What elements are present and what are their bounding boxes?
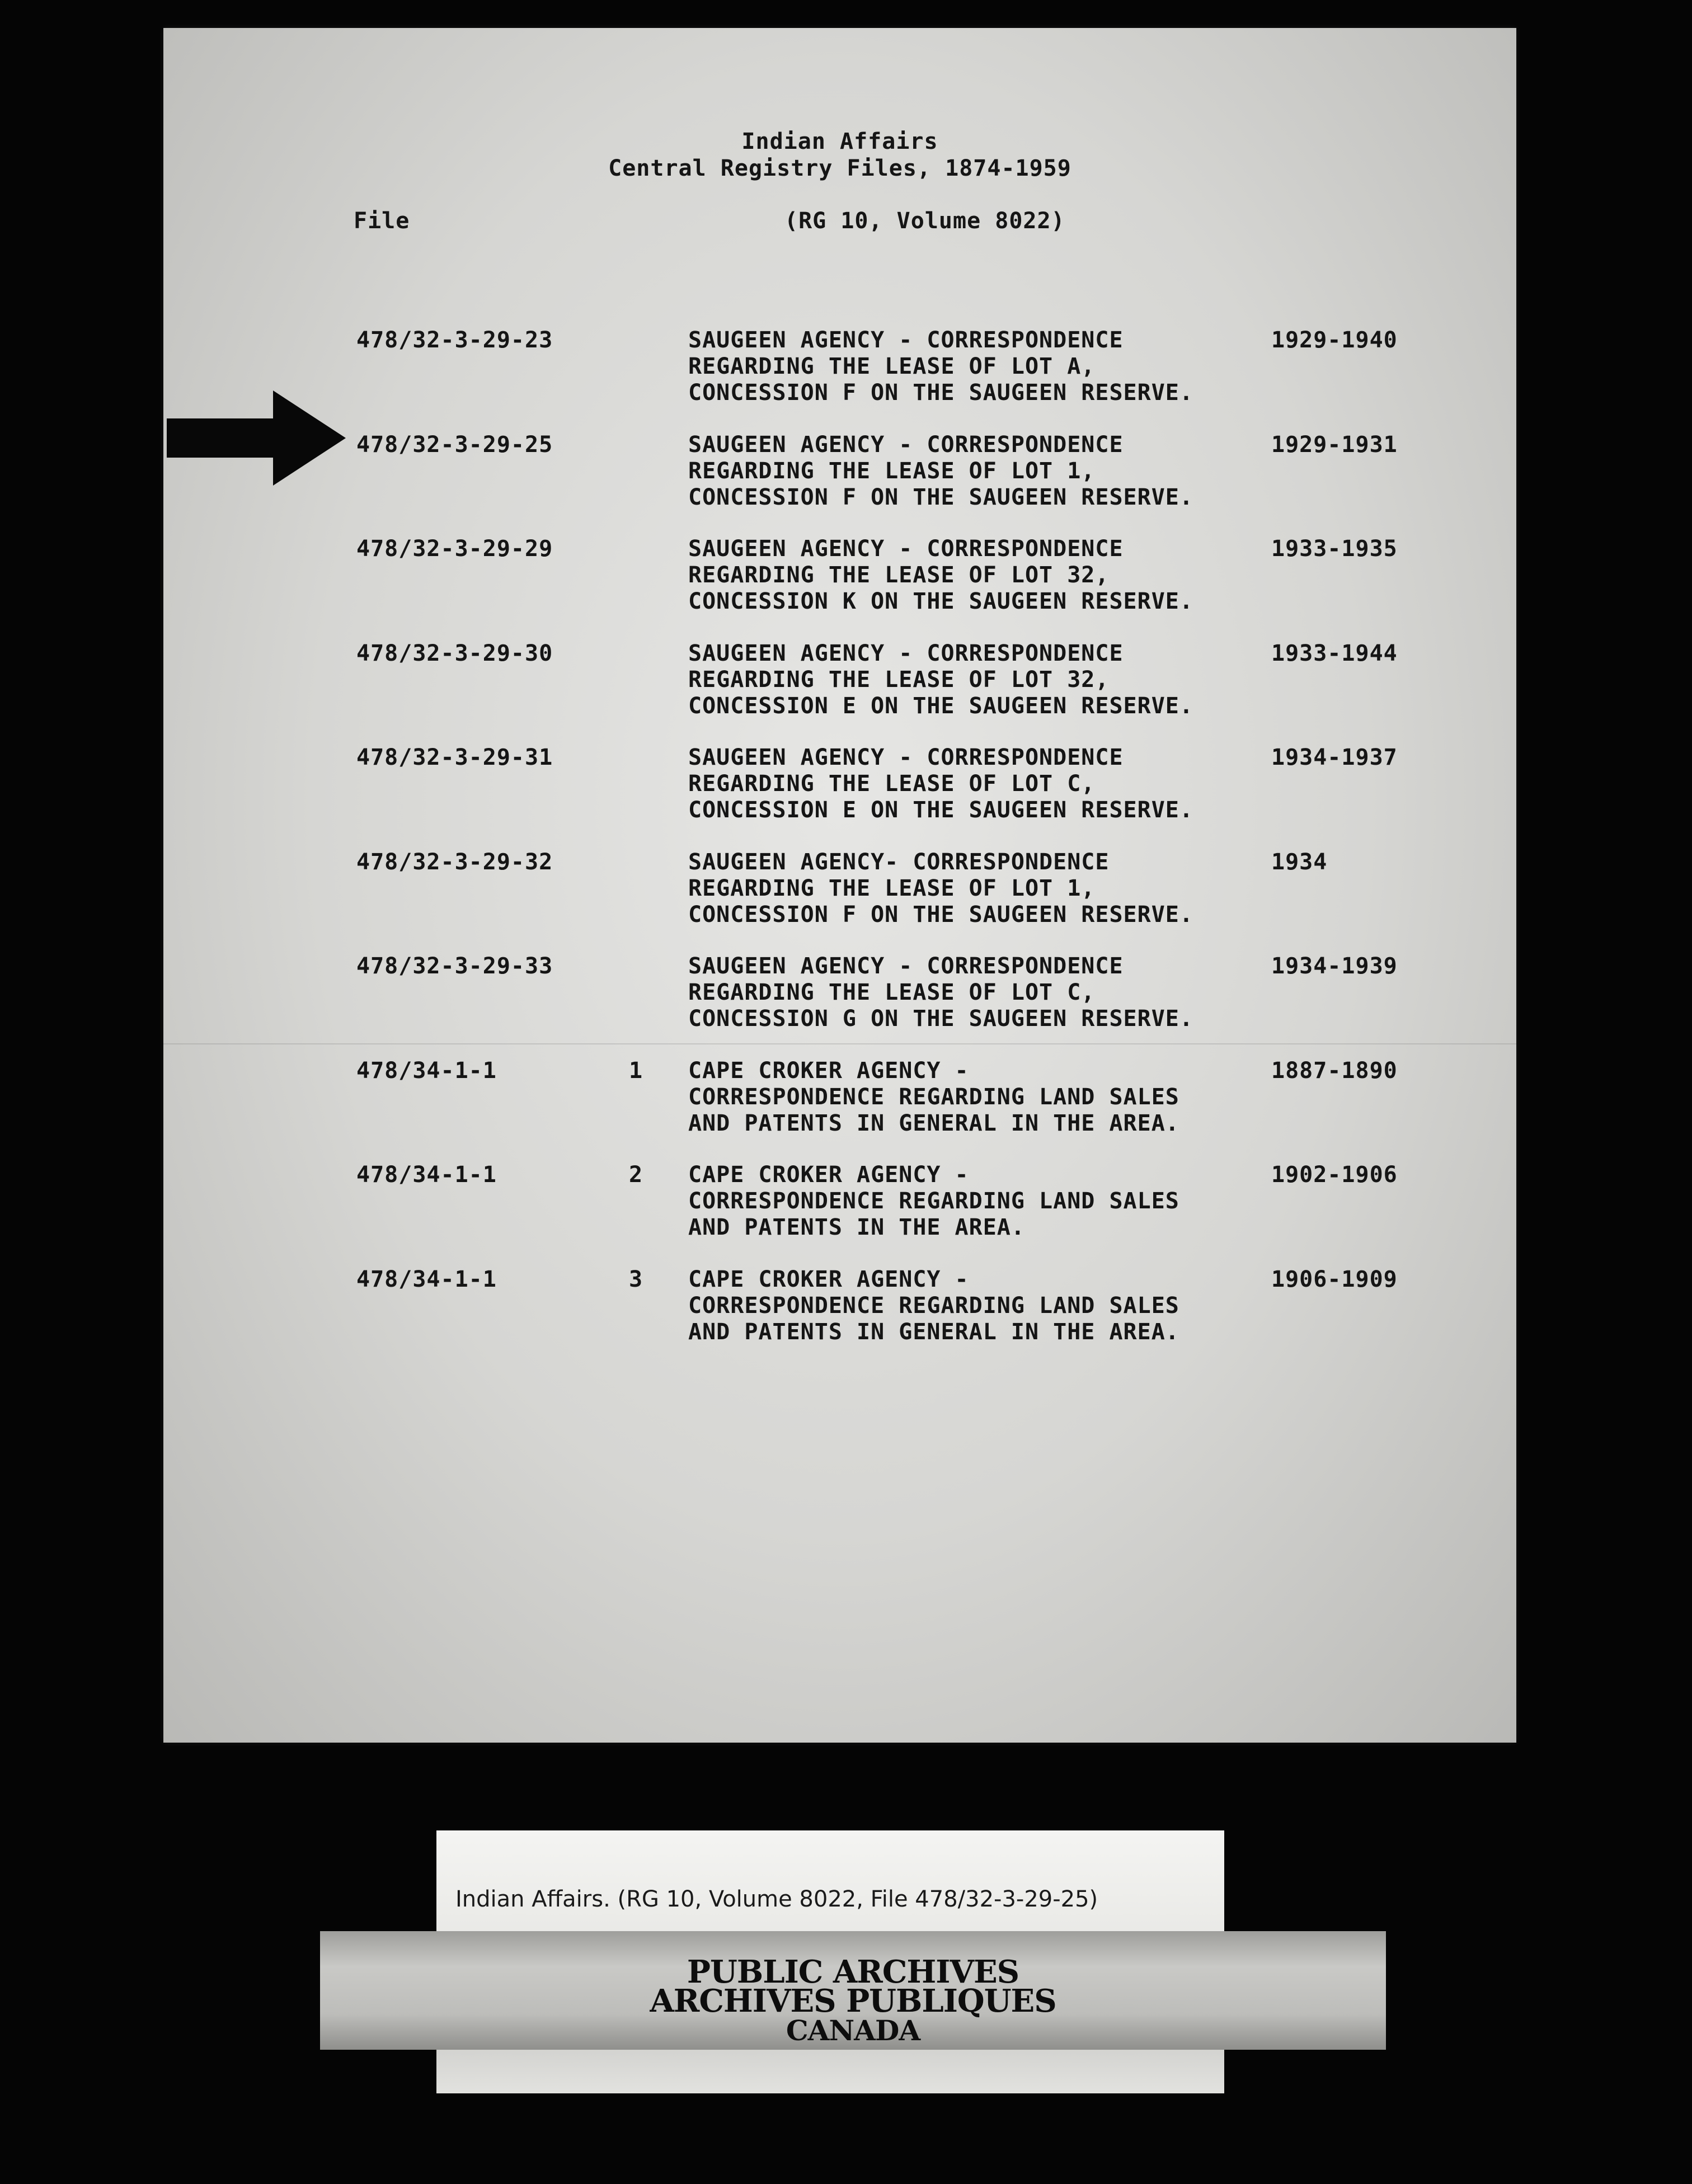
file-description-line: REGARDING THE LEASE OF LOT 32,	[688, 667, 1110, 693]
file-entry-row	[163, 1162, 1516, 1246]
file-description-line: REGARDING THE LEASE OF LOT 1,	[688, 876, 1096, 901]
file-column-header: File	[354, 208, 410, 234]
file-number: 478/34-1-1	[356, 1162, 497, 1188]
file-description-line: AND PATENTS IN GENERAL IN THE AREA.	[688, 1319, 1179, 1345]
stamp-line-french: ARCHIVES PUBLIQUES	[650, 1983, 1056, 2020]
file-description-line: AND PATENTS IN THE AREA.	[688, 1215, 1025, 1240]
file-number: 478/32-3-29-31	[356, 745, 553, 770]
file-date-range: 1934-1939	[1271, 953, 1398, 979]
file-description-line: CORRESPONDENCE REGARDING LAND SALES	[688, 1084, 1179, 1110]
reference-label-text: Indian Affairs. (RG 10, Volume 8022, File 478/32-3-29-25)	[455, 1886, 1098, 1912]
reference-label-card	[436, 1830, 1224, 1938]
file-description-line: REGARDING THE LEASE OF LOT C,	[688, 771, 1096, 797]
file-description-line: CORRESPONDENCE REGARDING LAND SALES	[688, 1188, 1179, 1214]
file-date-range: 1934-1937	[1271, 745, 1398, 770]
file-description-line: CONCESSION F ON THE SAUGEEN RESERVE.	[688, 484, 1193, 510]
file-date-range: 1887-1890	[1271, 1058, 1398, 1084]
file-description-line: CONCESSION G ON THE SAUGEEN RESERVE.	[688, 1006, 1193, 1032]
stamp-line-country: CANADA	[786, 2014, 920, 2047]
file-date-range: 1902-1906	[1271, 1162, 1398, 1188]
file-date-range: 1934	[1271, 849, 1328, 875]
file-description-line: REGARDING THE LEASE OF LOT C,	[688, 980, 1096, 1005]
file-description-line: SAUGEEN AGENCY - CORRESPONDENCE	[688, 327, 1124, 353]
file-description-line: REGARDING THE LEASE OF LOT 1,	[688, 458, 1096, 484]
file-number: 478/34-1-1	[356, 1267, 497, 1292]
file-description-line: CAPE CROKER AGENCY -	[688, 1162, 969, 1188]
file-description-line: SAUGEEN AGENCY - CORRESPONDENCE	[688, 432, 1124, 458]
stamp-line-english: PUBLIC ARCHIVES	[687, 1954, 1019, 1990]
file-entry-row	[163, 1058, 1516, 1142]
file-description-line: CORRESPONDENCE REGARDING LAND SALES	[688, 1293, 1179, 1319]
file-number: 478/32-3-29-30	[356, 641, 553, 666]
file-description-line: REGARDING THE LEASE OF LOT 32,	[688, 562, 1110, 588]
file-number: 478/32-3-29-29	[356, 536, 553, 562]
file-description-line: SAUGEEN AGENCY - CORRESPONDENCE	[688, 536, 1124, 562]
file-number: 478/32-3-29-33	[356, 953, 553, 979]
archives-stamp	[320, 1931, 1386, 2050]
file-number: 478/32-3-29-23	[356, 327, 553, 353]
file-entry-row	[163, 849, 1516, 933]
file-part-number: 3	[629, 1267, 643, 1292]
arrow-pointer-icon	[167, 390, 346, 486]
document-title: Indian Affairs	[741, 129, 938, 154]
file-description-line: SAUGEEN AGENCY- CORRESPONDENCE	[688, 849, 1110, 875]
file-description-line: SAUGEEN AGENCY - CORRESPONDENCE	[688, 641, 1124, 666]
file-description-line: SAUGEEN AGENCY - CORRESPONDENCE	[688, 953, 1124, 979]
file-entry-row	[163, 953, 1516, 1037]
file-description-line: AND PATENTS IN GENERAL IN THE AREA.	[688, 1110, 1179, 1136]
file-date-range: 1906-1909	[1271, 1267, 1398, 1292]
file-date-range: 1933-1935	[1271, 536, 1398, 562]
file-entry-row	[163, 327, 1516, 411]
file-entry-row	[163, 536, 1516, 620]
document-subtitle: Central Registry Files, 1874-1959	[608, 156, 1071, 181]
file-description-line: REGARDING THE LEASE OF LOT A,	[688, 354, 1096, 379]
file-description-line: CONCESSION K ON THE SAUGEEN RESERVE.	[688, 589, 1193, 614]
file-entry-row	[163, 432, 1516, 516]
typed-document-page	[163, 28, 1516, 1743]
file-date-range: 1933-1944	[1271, 641, 1398, 666]
file-description-line: CONCESSION F ON THE SAUGEEN RESERVE.	[688, 902, 1193, 928]
file-entry-row	[163, 1267, 1516, 1350]
file-description-line: CONCESSION E ON THE SAUGEEN RESERVE.	[688, 797, 1193, 823]
file-description-line: CONCESSION E ON THE SAUGEEN RESERVE.	[688, 693, 1193, 719]
file-number: 478/34-1-1	[356, 1058, 497, 1084]
file-entry-row	[163, 745, 1516, 829]
file-description-line: SAUGEEN AGENCY - CORRESPONDENCE	[688, 745, 1124, 770]
file-part-number: 2	[629, 1162, 643, 1188]
file-description-line: CAPE CROKER AGENCY -	[688, 1058, 969, 1084]
file-entry-row	[163, 641, 1516, 724]
file-number: 478/32-3-29-25	[356, 432, 553, 458]
file-description-line: CAPE CROKER AGENCY -	[688, 1267, 969, 1292]
volume-reference: (RG 10, Volume 8022)	[784, 208, 1065, 234]
bottom-card-strip	[436, 2050, 1224, 2093]
file-date-range: 1929-1931	[1271, 432, 1398, 458]
file-description-line: CONCESSION F ON THE SAUGEEN RESERVE.	[688, 380, 1193, 406]
file-date-range: 1929-1940	[1271, 327, 1398, 353]
file-part-number: 1	[629, 1058, 643, 1084]
file-number: 478/32-3-29-32	[356, 849, 553, 875]
